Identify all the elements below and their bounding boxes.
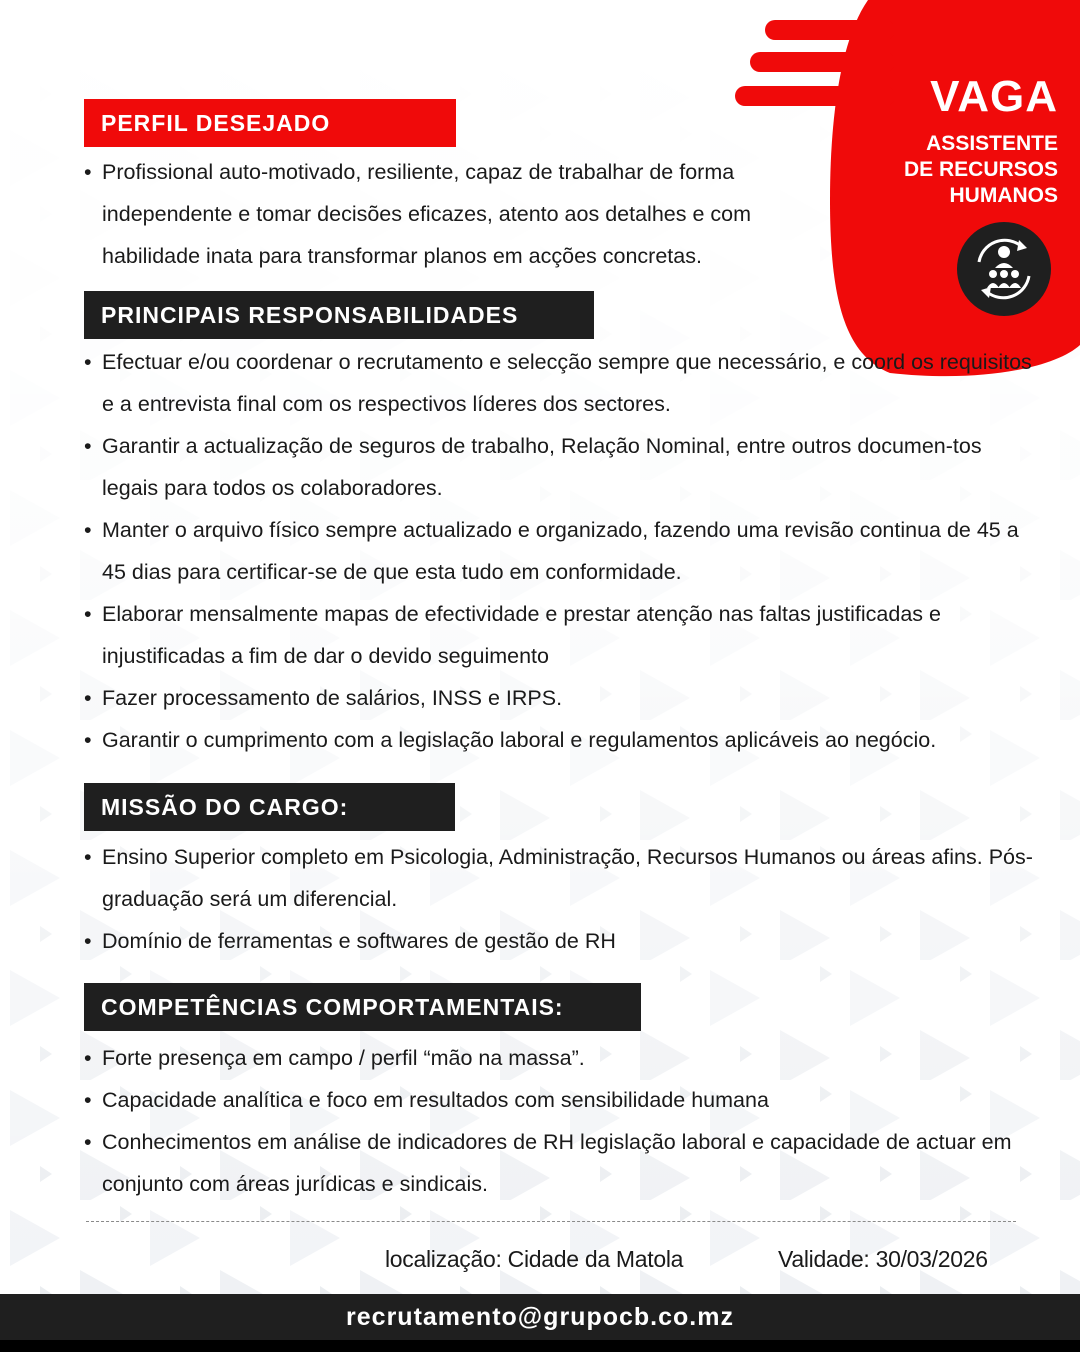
badge-title: VAGA bbox=[930, 72, 1058, 121]
list-item: • Elaborar mensalmente mapas de efectividade e prestar atenção nas faltas justificadas e injustificadas a fim de dar o devido seguimento bbox=[84, 593, 1034, 677]
list-item: • Manter o arquivo físico sempre actualizado e organizado, fazendo uma revisão continua de 45 a 45 dias para certificar-se de que esta tudo em conformidade. bbox=[84, 509, 1034, 593]
badge-subtitle bbox=[904, 131, 1058, 209]
list-item: • Capacidade analítica e foco em resultados com sensibilidade humana bbox=[84, 1079, 1034, 1121]
list-item: • Conhecimentos em análise de indicadores de RH legislação laboral e capacidade de actuar em conjunto com áreas jurídicas e sindicais. bbox=[84, 1121, 1034, 1205]
badge-subtitle-line: DE RECURSOS bbox=[903, 158, 1058, 181]
email-bar bbox=[0, 1294, 1080, 1340]
bottom-strip bbox=[0, 1340, 1080, 1352]
section-header-responsabilidades: PRINCIPAIS RESPONSABILIDADES bbox=[84, 291, 594, 339]
list-item: • Ensino Superior completo em Psicologia, Administração, Recursos Humanos ou áreas afins. Pós-graduação será um diferencial. bbox=[84, 836, 1034, 920]
badge-subtitle-line: ASSISTENTE bbox=[926, 132, 1058, 155]
badge-subtitle-line: HUMANOS bbox=[949, 184, 1058, 207]
list-item: • Garantir a actualização de seguros de trabalho, Relação Nominal, entre outros documen-tos legais para todos os colaboradores. bbox=[84, 425, 1034, 509]
list-item: • Garantir o cumprimento com a legislação laboral e regulamentos aplicáveis ao negócio. bbox=[84, 719, 1034, 761]
perfil-list bbox=[84, 151, 814, 277]
speed-stripe-1 bbox=[765, 20, 895, 40]
competencias-list bbox=[84, 1037, 1034, 1205]
list-item: • Profissional auto-motivado, resiliente, capaz de trabalhar de forma independente e tomar decisões eficazes, atento aos detalhes e com habilidade inata para transformar planos em acções concretas. bbox=[84, 151, 814, 277]
speed-stripe-3 bbox=[735, 86, 895, 106]
list-item: • Domínio de ferramentas e softwares de gestão de RH bbox=[84, 920, 1034, 962]
email-link[interactable]: recrutamento@grupocb.co.mz bbox=[346, 1302, 734, 1331]
section-header-competencias: COMPETÊNCIAS COMPORTAMENTAIS: bbox=[84, 983, 641, 1031]
missao-list bbox=[84, 836, 1034, 962]
dashed-divider bbox=[86, 1221, 1016, 1222]
people-cycle-icon bbox=[957, 222, 1051, 316]
list-item: • Forte presença em campo / perfil “mão na massa”. bbox=[84, 1037, 1034, 1079]
responsabilidades-list bbox=[84, 341, 1034, 761]
list-item: • Fazer processamento de salários, INSS e IRPS. bbox=[84, 677, 1034, 719]
section-header-missao: MISSÃO DO CARGO: bbox=[84, 783, 455, 831]
speed-stripe-2 bbox=[750, 52, 895, 72]
list-item: • Efectuar e/ou coordenar o recrutamento e selecção sempre que necessário, e coord os requisitos e a entrevista final com os respectivos líderes dos sectores. bbox=[84, 341, 1034, 425]
validity-text: Validade: 30/03/2026 bbox=[778, 1246, 988, 1272]
section-header-perfil: PERFIL DESEJADO bbox=[84, 99, 456, 147]
location-text: localização: Cidade da Matola bbox=[385, 1246, 684, 1272]
